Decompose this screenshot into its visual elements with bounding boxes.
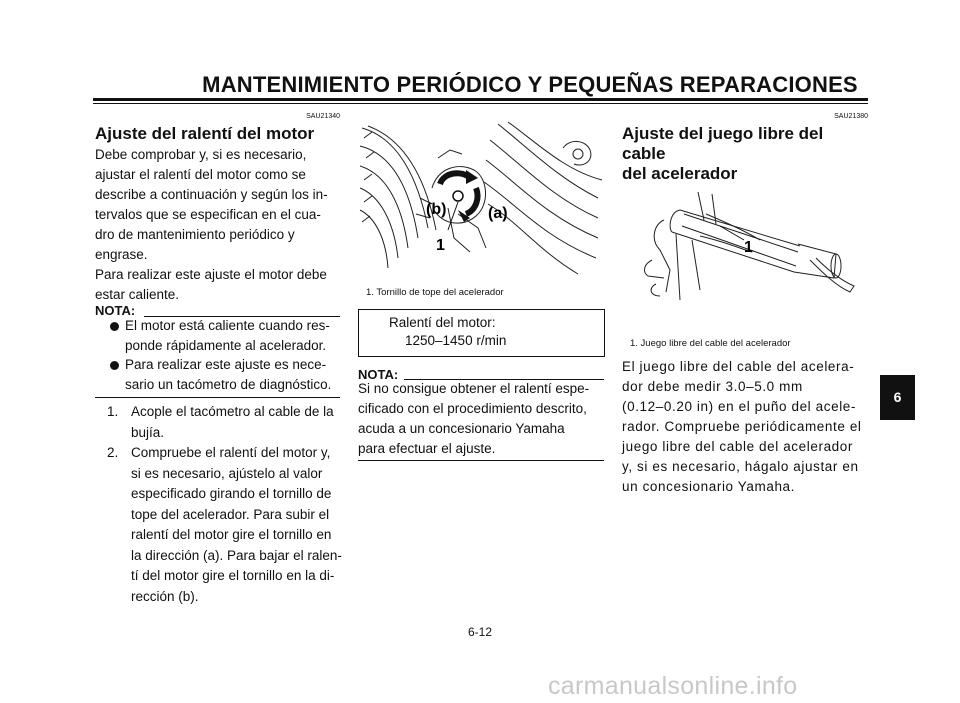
bullet-icon [110, 361, 119, 370]
title-line: Ajuste del juego libre del cable [622, 124, 824, 163]
figure-caption-throttle-stop: 1. Tornillo de tope del acelerador [366, 287, 504, 298]
section-title-cable [622, 124, 870, 184]
section-code-right: SAU21380 [834, 113, 868, 120]
text-line: sario un tacómetro de diagnóstico. [125, 376, 332, 392]
nota-text-middle [358, 379, 604, 459]
throttle-grip-illustration [640, 180, 870, 310]
text-line: la dirección (a). Para bajar el ralen- [131, 547, 342, 563]
nota-end-rule [358, 460, 604, 461]
step-number: 1. [107, 404, 119, 419]
text-line: Para realizar este ajuste es nece- [125, 357, 327, 372]
header-rule [93, 98, 868, 101]
idle-intro-paragraph [95, 145, 340, 305]
text-line: si es necesario, ajústelo al valor [131, 465, 323, 481]
engine-throttle-stop-illustration [358, 118, 604, 280]
bullet-icon [110, 322, 119, 331]
nota-bullet-list [109, 316, 342, 394]
step-number: 2. [107, 445, 119, 460]
nota-label-left: NOTA: [95, 303, 136, 318]
list-item [109, 355, 342, 394]
idle-steps-list [107, 402, 343, 607]
page-header-title: MANTENIMIENTO PERIÓDICO Y PEQUEÑAS REPARACIONES [202, 72, 858, 97]
page-number: 6-12 [467, 625, 493, 639]
arrow-icon [466, 170, 478, 184]
text-line: Acople el tacómetro al cable de la [131, 404, 334, 419]
label-b: (b) [426, 201, 447, 218]
text-line: Para realizar este ajuste el motor debe [95, 267, 327, 282]
figure-caption-cable-play: 1. Juego libre del cable del acelerador [630, 338, 791, 349]
spec-value: 1250–1450 r/min [405, 333, 507, 348]
text-line: Compruebe el ralentí del motor y, [131, 445, 331, 460]
text-line: y, si es necesario, hágalo ajustar en [622, 459, 859, 474]
text-line: El motor está caliente cuando res- [125, 318, 330, 333]
list-item [109, 316, 342, 355]
text-line: cificado con el procedimiento descrito, [358, 401, 587, 416]
text-line: ralentí del motor gire el tornillo en [131, 527, 332, 542]
text-line: un concesionario Yamaha. [622, 479, 796, 494]
label-a: (a) [488, 205, 508, 222]
header-rule-thin [93, 103, 868, 104]
text-line: dro de mantenimiento periódico y [95, 227, 295, 242]
text-line: Si no consigue obtener el ralentí espe- [358, 381, 590, 396]
text-line: ponde rápidamente al acelerador. [125, 337, 327, 353]
text-line: (0.12–0.20 in) en el puño del acele- [622, 399, 857, 414]
text-line: ajustar el ralentí del motor como se [95, 167, 306, 182]
text-line: describe a continuación y según los in- [95, 187, 328, 202]
text-line: tí del motor gire el tornillo en la di- [131, 568, 335, 583]
text-line: tope del acelerador. Para subir el [131, 506, 330, 522]
text-line: engrase. [95, 247, 148, 262]
text-line: El juego libre del cable del acelera- [622, 359, 855, 374]
section-title-idle: Ajuste del ralentí del motor [95, 124, 315, 143]
list-item [107, 443, 343, 607]
chapter-tab: 6 [880, 375, 915, 420]
idle-spec-box [358, 309, 605, 357]
list-item [107, 402, 343, 443]
text-line: especificado girando el tornillo de [131, 486, 332, 501]
nota-end-rule [95, 397, 340, 398]
text-line: Debe comprobar y, si es necesario, [95, 147, 307, 162]
title-line: del acelerador [622, 164, 738, 183]
text-line: estar caliente. [95, 287, 180, 302]
text-line: dor debe medir 3.0–5.0 mm [622, 379, 803, 394]
text-line: rección (b). [131, 588, 199, 604]
label-1: 1 [744, 239, 753, 256]
text-line: acuda a un concesionario Yamaha [358, 421, 565, 436]
cable-play-paragraph [622, 357, 869, 497]
text-line: rador. Compruebe periódicamente el [622, 419, 862, 434]
spec-label: Ralentí del motor: [389, 315, 496, 330]
text-line: para efectuar el ajuste. [358, 441, 496, 456]
text-line: juego libre del cable del acelerador [622, 439, 853, 454]
text-line: bujía. [131, 424, 165, 440]
section-code-left: SAU21340 [306, 113, 340, 120]
watermark: carmanualsonline.info [548, 672, 798, 700]
label-1: 1 [436, 237, 445, 254]
text-line: tervalos que se especifican en el cua- [95, 207, 321, 222]
nota-label-middle: NOTA: [358, 367, 399, 382]
